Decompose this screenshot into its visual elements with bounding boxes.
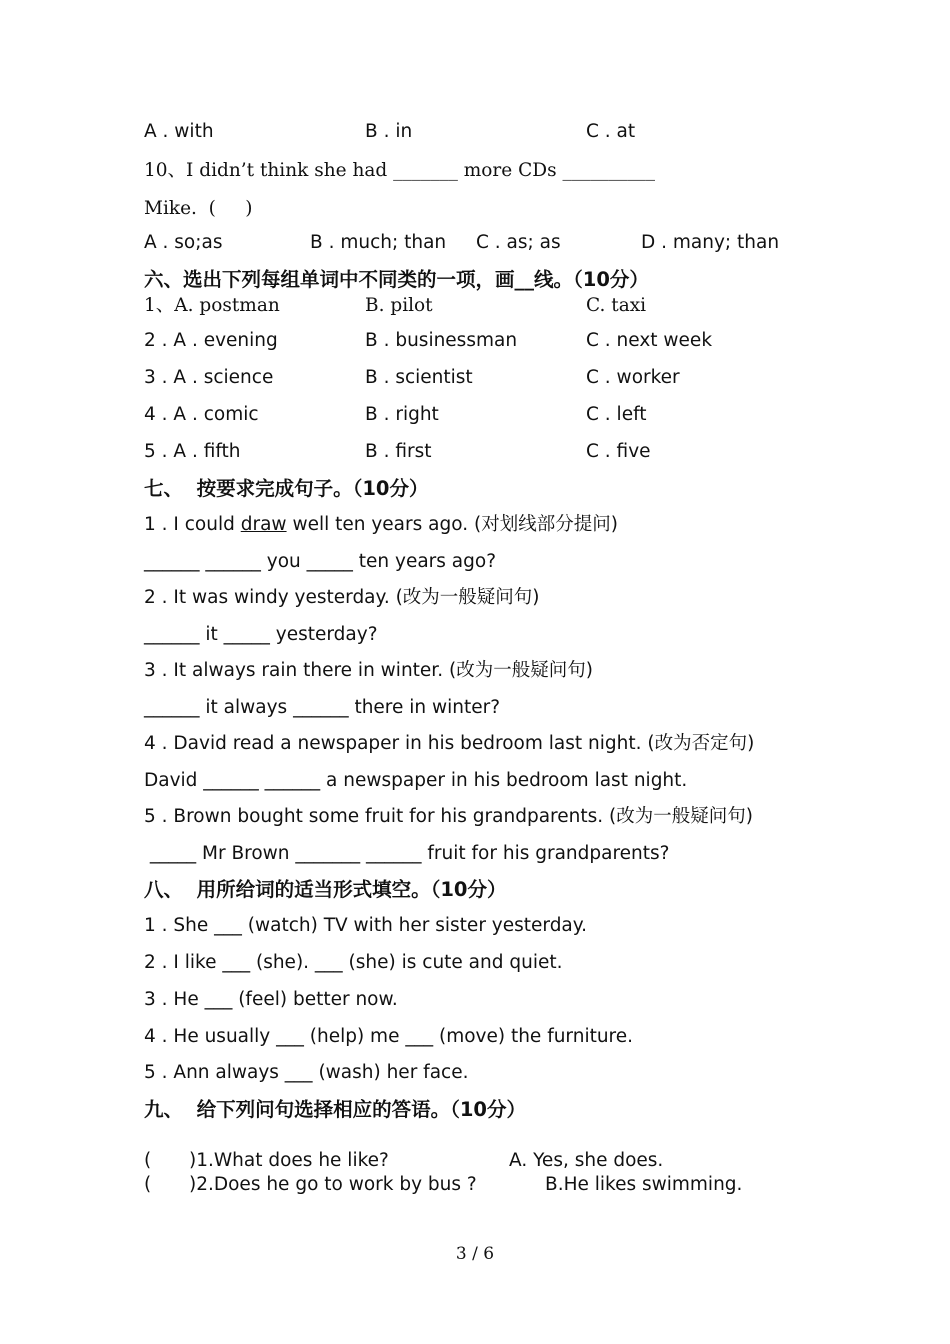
s6-row-5-b: B . first [365, 441, 432, 462]
s6-row-1-a: 1、A. postman [144, 295, 280, 316]
s6-row-5-c: C . five [586, 441, 651, 462]
question-10-line2: Mike. ( ) [144, 198, 253, 219]
s9-row-2-paren: ( [144, 1174, 152, 1195]
option-b: B . much; than [310, 232, 447, 253]
s9-row-2-answer: B.He likes swimming. [545, 1174, 743, 1195]
s8-item-3: 3 . He ___ (feel) better now. [144, 989, 398, 1010]
s7-q1-underlined-word: draw [240, 514, 287, 535]
s7-question-4: 4 . David read a newspaper in his bedroom last night. (改为否定句) [144, 733, 755, 754]
s8-item-2: 2 . I like ___ (she). ___ (she) is cute and quiet. [144, 952, 563, 973]
s6-row-4-a: 4 . A . comic [144, 404, 259, 425]
option-a: A . with [144, 121, 214, 142]
s8-item-4: 4 . He usually ___ (help) me ___ (move) the furniture. [144, 1026, 634, 1047]
option-c: C . at [586, 121, 636, 142]
s6-row-1-c: C. taxi [586, 295, 647, 316]
s6-row-2-b: B . businessman [365, 330, 518, 351]
s7-question-2: 2 . It was windy yesterday. (改为一般疑问句) [144, 587, 540, 608]
s7-q1-post: well ten years ago. (对划线部分提问) [286, 514, 618, 535]
s6-row-5-a: 5 . A . fifth [144, 441, 241, 462]
s7-answer-4: David ______ ______ a newspaper in his bedroom last night. [144, 770, 688, 791]
s7-question-5: 5 . Brown bought some fruit for his grandparents. (改为一般疑问句) [144, 806, 753, 827]
s6-row-2-c: C . next week [586, 330, 713, 351]
s7-q1-pre: 1 . I could [144, 514, 241, 535]
section-8-title: 八、 用所给词的适当形式填空。（10分） [144, 878, 507, 901]
page-number: 3 / 6 [455, 1244, 495, 1264]
s6-row-2-a: 2 . A . evening [144, 330, 278, 351]
s9-row-1-answer: A. Yes, she does. [509, 1150, 664, 1171]
option-d: D . many; than [641, 232, 780, 253]
s6-row-3-b: B . scientist [365, 367, 473, 388]
s7-answer-5: _____ Mr Brown _______ ______ fruit for his grandparents? [144, 843, 670, 864]
s9-row-2-question: )2.Does he go to work by bus ? [189, 1174, 477, 1195]
s9-row-1-paren: ( [144, 1150, 152, 1171]
option-c: C . as; as [476, 232, 561, 253]
s7-question-1 [144, 514, 618, 536]
s8-item-5: 5 . Ann always ___ (wash) her face. [144, 1062, 469, 1083]
s8-item-1: 1 . She ___ (watch) TV with her sister yesterday. [144, 915, 587, 936]
s7-answer-2: ______ it _____ yesterday? [144, 624, 378, 645]
section-7-title: 七、 按要求完成句子。（10分） [144, 477, 429, 500]
option-a: A . so;as [144, 232, 223, 253]
s7-answer-3: ______ it always ______ there in winter? [144, 697, 501, 718]
section-9-title: 九、 给下列问句选择相应的答语。（10分） [144, 1098, 526, 1121]
s7-question-3: 3 . It always rain there in winter. (改为一般疑问句) [144, 660, 593, 681]
s9-row-1-question: )1.What does he like? [189, 1150, 389, 1171]
section-6-title: 六、选出下列每组单词中不同类的一项，画__线。（10分） [144, 268, 649, 291]
s6-row-3-a: 3 . A . science [144, 367, 274, 388]
s6-row-4-b: B . right [365, 404, 439, 425]
s7-answer-1: ______ ______ you _____ ten years ago? [144, 551, 497, 572]
s6-row-1-b: B. pilot [365, 295, 433, 316]
question-10-line1: 10、I didn’t think she had _______ more CDs __________ [144, 160, 655, 181]
option-b: B . in [365, 121, 413, 142]
s6-row-3-c: C . worker [586, 367, 680, 388]
s6-row-4-c: C . left [586, 404, 647, 425]
